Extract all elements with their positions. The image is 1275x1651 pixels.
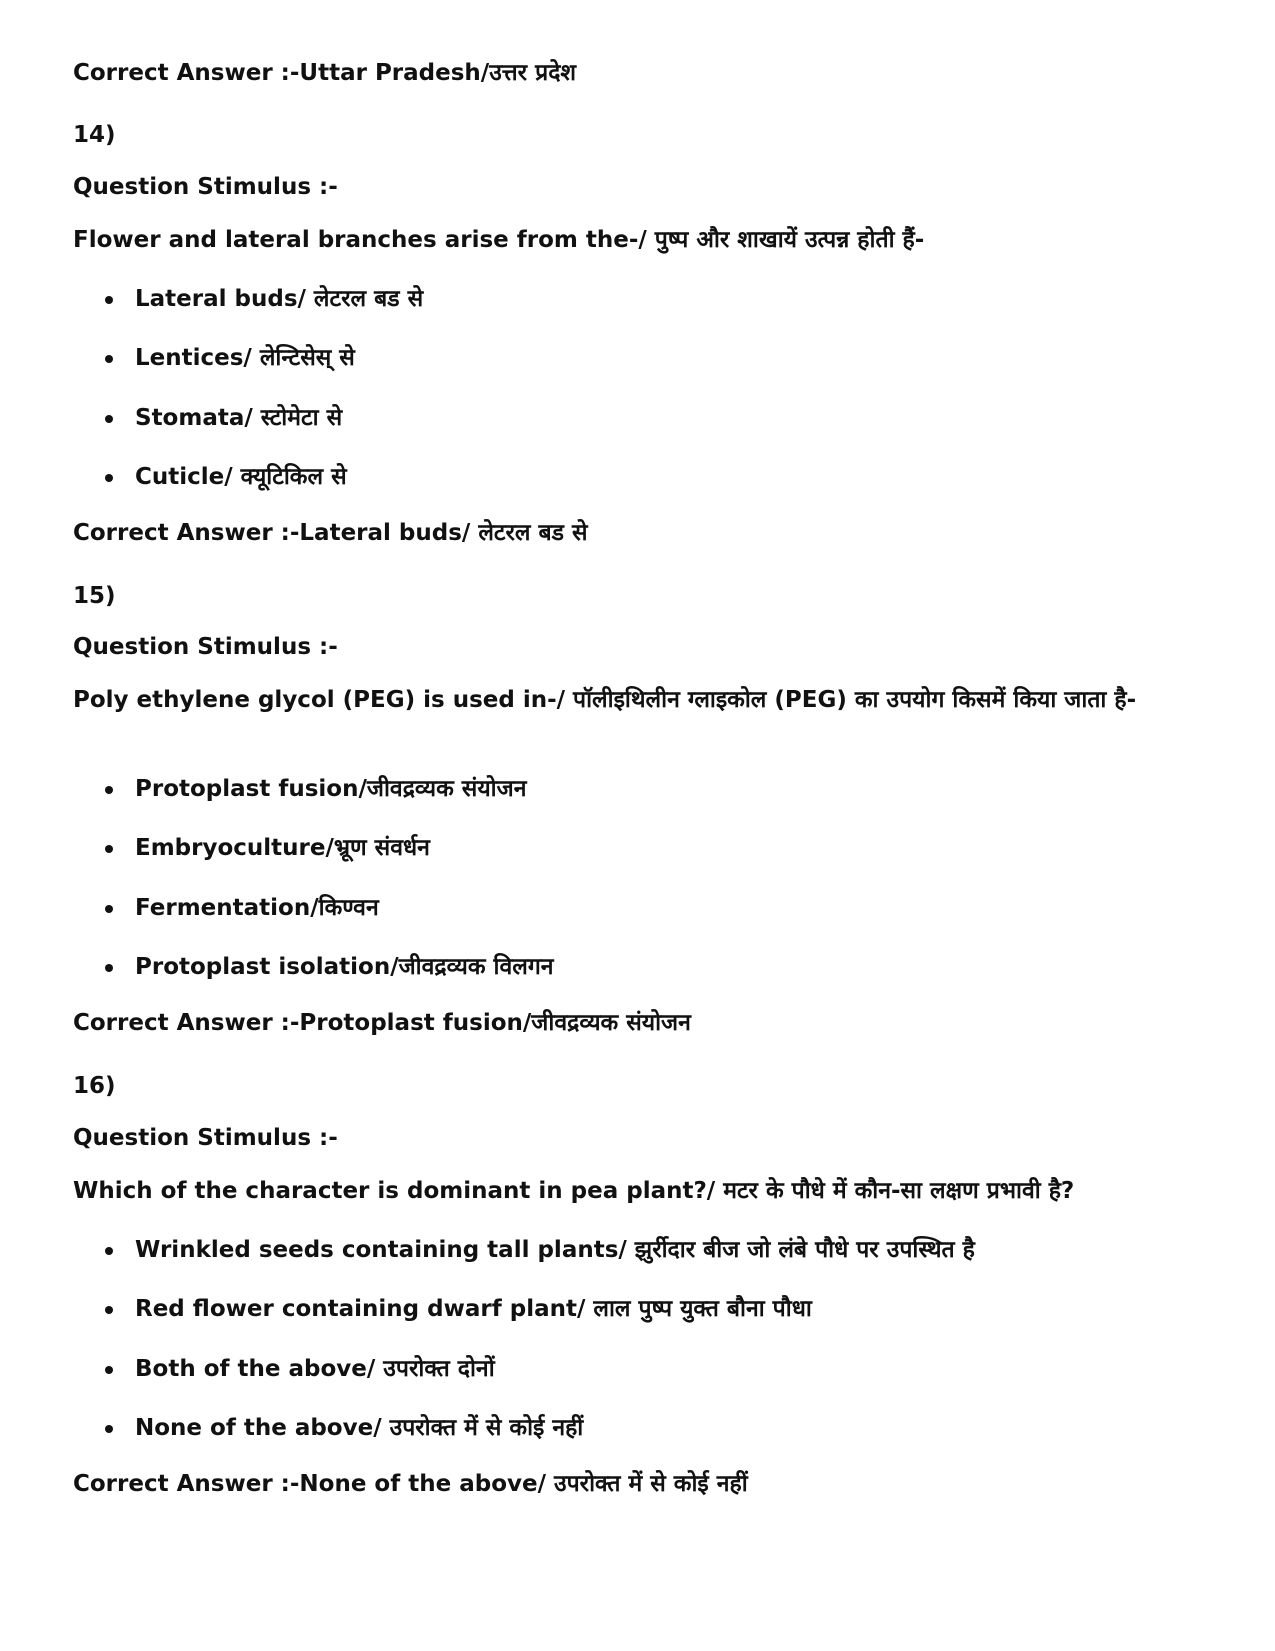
question-number: 14): [73, 122, 116, 148]
bullet-icon: [105, 786, 113, 794]
bullet-icon: [105, 845, 113, 853]
option-item: Embryoculture/भ्रूण संवर्धन: [107, 833, 430, 864]
question-stimulus-label: Question Stimulus :-: [73, 1125, 338, 1151]
question-stimulus: Flower and lateral branches arise from the-/ पुष्प और शाखायें उत्पन्न होती हैं-: [73, 227, 925, 253]
option-item: None of the above/ उपरोक्त में से कोई नहीं: [107, 1413, 583, 1444]
option-item: Red flower containing dwarf plant/ लाल पुष्प युक्त बौना पौधा: [107, 1294, 812, 1325]
option-item: Protoplast fusion/जीवद्रव्यक संयोजन: [107, 774, 526, 805]
bullet-icon: [105, 1306, 113, 1314]
option-item: Both of the above/ उपरोक्त दोनों: [107, 1354, 495, 1385]
bullet-icon: [105, 415, 113, 423]
option-item: Wrinkled seeds containing tall plants/ झुर्रीदार बीज जो लंबे पौधे पर उपस्थित है: [107, 1235, 975, 1266]
question-number: 16): [73, 1073, 116, 1099]
bullet-icon: [105, 296, 113, 304]
option-item: Lentices/ लेन्टिसेस् से: [107, 343, 355, 374]
option-item: Fermentation/किण्वन: [107, 893, 379, 924]
option-item: Cuticle/ क्यूटिकिल से: [107, 462, 347, 493]
question-stimulus: Poly ethylene glycol (PEG) is used in-/ पॉलीइथिलीन ग्लाइकोल (PEG) का उपयोग किसमें किया जाता है-: [73, 687, 1137, 713]
correct-answer: Correct Answer :-Protoplast fusion/जीवद्रव्यक संयोजन: [73, 1010, 691, 1036]
correct-answer: Correct Answer :-None of the above/ उपरोक्त में से कोई नहीं: [73, 1471, 748, 1497]
bullet-icon: [105, 355, 113, 363]
option-item: Protoplast isolation/जीवद्रव्यक विलगन: [107, 952, 554, 983]
bullet-icon: [105, 905, 113, 913]
question-stimulus-label: Question Stimulus :-: [73, 634, 338, 660]
question-stimulus: Which of the character is dominant in pea plant?/ मटर के पौधे में कौन-सा लक्षण प्रभावी है?: [73, 1178, 1075, 1204]
correct-answer-prev: Correct Answer :-Uttar Pradesh/उत्तर प्रदेश: [73, 60, 577, 86]
bullet-icon: [105, 1366, 113, 1374]
correct-answer: Correct Answer :-Lateral buds/ लेटरल बड से: [73, 520, 588, 546]
question-stimulus-label: Question Stimulus :-: [73, 174, 338, 200]
question-number: 15): [73, 583, 116, 609]
option-item: Stomata/ स्टोमेटा से: [107, 403, 342, 434]
bullet-icon: [105, 474, 113, 482]
bullet-icon: [105, 1247, 113, 1255]
bullet-icon: [105, 1425, 113, 1433]
bullet-icon: [105, 964, 113, 972]
option-item: Lateral buds/ लेटरल बड से: [107, 284, 423, 315]
